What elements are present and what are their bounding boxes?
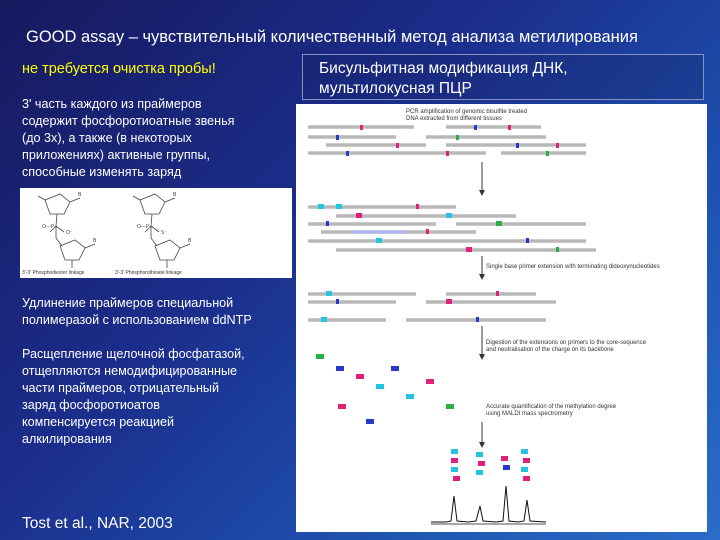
slide-title: GOOD assay – чувствительный количественный метод анализа метилирования bbox=[26, 28, 638, 46]
peak-fragment-stacks bbox=[451, 449, 530, 481]
step-maldi-label: Accurate quantification of the methylation degree using MALDI mass spectrometry bbox=[486, 404, 617, 417]
step-extension-label: Single base primer extension with terminating dideoxynucleotides bbox=[486, 264, 660, 270]
paragraph-line: Расщепление щелочной фосфатазой, bbox=[22, 347, 245, 361]
pcr-strands bbox=[308, 127, 586, 153]
svg-text:B: B bbox=[188, 238, 192, 244]
svg-text:S⁻: S⁻ bbox=[161, 230, 167, 236]
citation: Tost et al., NAR, 2003 bbox=[22, 515, 173, 532]
svg-text:B: B bbox=[93, 238, 97, 244]
right-header-line-1: Бисульфитная модификация ДНК, bbox=[319, 60, 568, 77]
paragraph-primers bbox=[22, 96, 234, 181]
paragraph-line: способные изменять заряд bbox=[22, 165, 182, 179]
svg-text:O⁻: O⁻ bbox=[66, 230, 73, 236]
paragraph-line: части праймеров, отрицательный bbox=[22, 381, 220, 395]
svg-text:B: B bbox=[173, 192, 177, 198]
paragraph-digestion bbox=[22, 346, 245, 448]
paragraph-line: отщепляются немодифицированные bbox=[22, 364, 238, 378]
chem-caption-right: 3'-3' Phosphorothioate linkage bbox=[115, 270, 182, 276]
svg-text:B: B bbox=[78, 192, 82, 198]
paragraph-extension bbox=[22, 295, 252, 329]
slide-subtitle: не требуется очистка пробы! bbox=[22, 61, 216, 77]
workflow-graphic bbox=[296, 104, 707, 532]
paragraph-line: полимеразой с использованием ddNTP bbox=[22, 313, 252, 327]
primer-marks bbox=[318, 204, 559, 252]
mass-spectrum-trace bbox=[431, 486, 546, 522]
svg-text:O—P: O—P bbox=[137, 224, 149, 230]
chemical-structure-drawing bbox=[20, 188, 292, 278]
paragraph-line: компенсируется реакцией bbox=[22, 415, 175, 429]
paragraph-line: (до 3х), а также (в некоторых bbox=[22, 131, 192, 145]
paragraph-line: алкилирования bbox=[22, 432, 112, 446]
step-digestion-label: Digestion of the extensions on primers to the core-sequence and neutralisation of the charge on its backbone bbox=[486, 340, 647, 353]
extended-primers bbox=[308, 294, 556, 320]
svg-text:O—P: O—P bbox=[42, 224, 54, 230]
digested-fragments bbox=[316, 354, 454, 424]
step-pcr-label: PCR amplification of genomic bisulfite treated DNA extracted from different tissues bbox=[406, 109, 528, 122]
paragraph-line: заряд фосфоротиоатов bbox=[22, 398, 160, 412]
right-header-line-2: мультилокусная ПЦР bbox=[319, 80, 472, 97]
paragraph-line: Удлинение праймеров специальной bbox=[22, 296, 234, 310]
paragraph-line: приложениях) активные группы, bbox=[22, 148, 211, 162]
chemical-structure-figure bbox=[20, 188, 292, 278]
right-header-box bbox=[302, 54, 704, 100]
good-assay-workflow-diagram bbox=[296, 104, 707, 532]
chem-caption-left: 3'-3' Phosphodiester linkage bbox=[22, 270, 85, 276]
paragraph-line: 3' часть каждого из праймеров bbox=[22, 97, 202, 111]
paragraph-line: содержит фосфоротиоатные звенья bbox=[22, 114, 235, 128]
